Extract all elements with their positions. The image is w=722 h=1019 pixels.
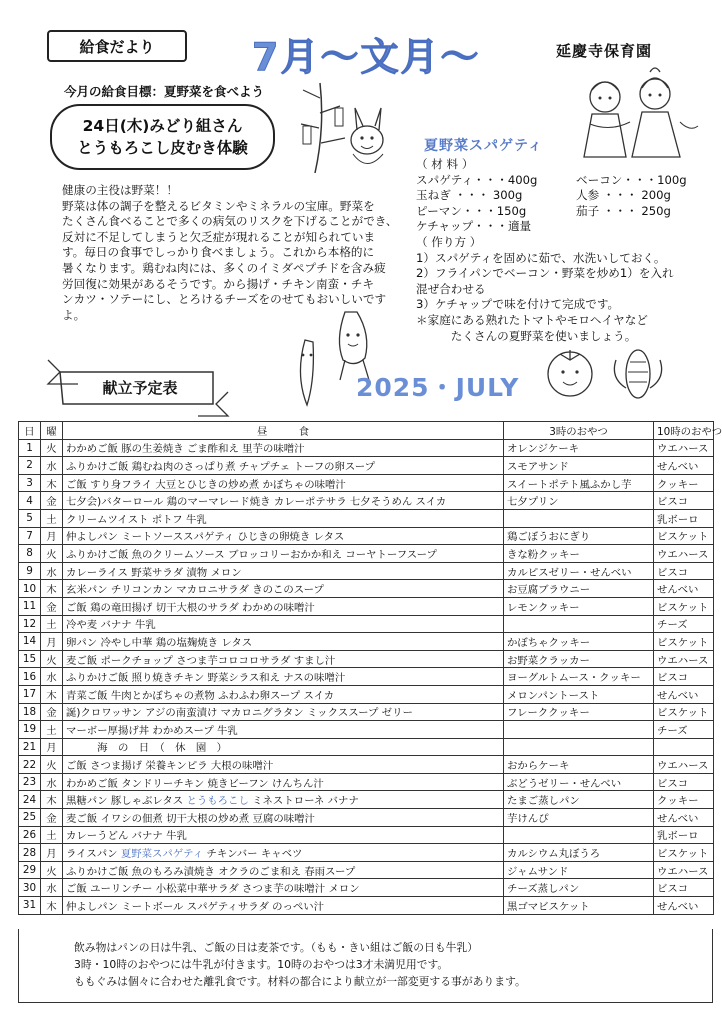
day-cell: 5 (19, 509, 41, 527)
snack3-cell (504, 615, 654, 633)
snack3-cell: オレンジケーキ (504, 439, 654, 457)
lunch-cell: 海 の 日 （ 休 園 ） (63, 738, 504, 756)
footer-notes (18, 929, 713, 1003)
event-line-2: とうもろこし皮むき体験 (77, 139, 248, 157)
lunch-cell (63, 791, 504, 809)
snack3-cell: きな粉クッキー (504, 545, 654, 563)
dow-cell: 水 (41, 773, 63, 791)
dow-cell: 木 (41, 474, 63, 492)
day-cell: 19 (19, 721, 41, 739)
dow-cell: 土 (41, 615, 63, 633)
lunch-cell: ご飯 さつま揚げ 栄養キンピラ 大根の味噌汁 (63, 756, 504, 774)
table-row (19, 650, 714, 668)
table-row (19, 439, 714, 457)
snack10-cell: せんべい (654, 809, 714, 827)
dow-cell: 木 (41, 685, 63, 703)
snack10-cell (654, 738, 714, 756)
snack10-cell: ウエハース (654, 650, 714, 668)
table-row (19, 668, 714, 686)
day-cell: 4 (19, 492, 41, 510)
day-cell: 11 (19, 597, 41, 615)
table-header-row (19, 422, 714, 440)
page-title: 7月～文月～ (252, 35, 481, 79)
header-dow: 曜 (41, 422, 63, 440)
snack10-cell: ビスケット (654, 527, 714, 545)
day-cell: 30 (19, 879, 41, 897)
snack3-cell: おからケーキ (504, 756, 654, 774)
tomato-corn-illustration (540, 342, 670, 402)
table-row (19, 826, 714, 844)
dow-cell: 月 (41, 633, 63, 651)
table-row (19, 527, 714, 545)
lunch-text: ライスパン (66, 848, 121, 861)
lunch-text: チキンバー キャベツ (203, 848, 303, 861)
school-name: 延慶寺保育園 (556, 42, 653, 60)
snack10-cell: ウエハース (654, 439, 714, 457)
day-cell: 15 (19, 650, 41, 668)
snack10-cell: チーズ (654, 615, 714, 633)
dow-cell: 金 (41, 809, 63, 827)
table-row (19, 509, 714, 527)
table-row (19, 791, 714, 809)
snack3-cell: 黒ゴマビスケット (504, 897, 654, 915)
snack10-cell: ビスケット (654, 844, 714, 862)
lunch-highlight: とうもろこし (186, 795, 249, 808)
header-snack10: 10時のおやつ (654, 422, 714, 440)
lunch-text: 黒糖パン 豚しゃぶレタス (66, 795, 187, 808)
ingredient: ベーコン・・・100g (576, 172, 687, 187)
day-cell: 8 (19, 545, 41, 563)
snack3-cell: チーズ蒸しパン (504, 879, 654, 897)
dow-cell: 土 (41, 721, 63, 739)
dow-cell: 土 (41, 826, 63, 844)
snack3-cell: フレーククッキー (504, 703, 654, 721)
ingredient: 茄子 ・・・ 250g (576, 203, 671, 218)
table-row (19, 492, 714, 510)
table-row (19, 615, 714, 633)
snack3-cell: ジャムサンド (504, 861, 654, 879)
steps-heading: （ 作り方 ） (416, 234, 482, 249)
day-cell: 2 (19, 457, 41, 475)
monthly-goal: 今月の給食目標：夏野菜を食べよう (64, 84, 265, 99)
snack3-cell (504, 826, 654, 844)
recipe-step: ＊家庭にある熟れたトマトやモロヘイヤなど (416, 312, 648, 327)
table-row (19, 879, 714, 897)
day-cell: 9 (19, 562, 41, 580)
lunch-cell: 誕)クロワッサン アジの南蛮漬け マカロニグラタン ミックススープ ゼリー (63, 703, 504, 721)
header-lunch: 昼 食 (63, 422, 504, 440)
snack3-cell (504, 738, 654, 756)
dow-cell: 月 (41, 738, 63, 756)
materials-heading: （ 材 料 ） (416, 157, 474, 171)
lunch-cell: ふりかけご飯 照り焼きチキン 野菜シラス和え ナスの味噌汁 (63, 668, 504, 686)
snack10-cell: ビスコ (654, 492, 714, 510)
event-line-1: 24日(木)みどり組さん (82, 117, 243, 135)
snack3-cell: レモンクッキー (504, 597, 654, 615)
snack10-cell: せんべい (654, 685, 714, 703)
lunch-cell: わかめご飯 豚の生姜焼き ごま酢和え 里芋の味噌汁 (63, 439, 504, 457)
snack3-cell: 鶏ごぼうおにぎり (504, 527, 654, 545)
header-day: 日 (19, 422, 41, 440)
snack3-cell: お豆腐ブラウニー (504, 580, 654, 598)
lunch-cell: 仲よしパン ミートボール スパゲティサラダ のっぺい汁 (63, 897, 504, 915)
snack3-cell (504, 509, 654, 527)
orihime-hikoboshi-illustration (570, 62, 700, 162)
recipe-step: 混ぜ合わせる (416, 281, 486, 296)
snack10-cell: せんべい (654, 580, 714, 598)
day-cell: 23 (19, 773, 41, 791)
snack3-cell (504, 721, 654, 739)
lunch-cell: ご飯 すり身フライ 大豆とひじきの炒め煮 かぼちゃの味噌汁 (63, 474, 504, 492)
day-cell: 22 (19, 756, 41, 774)
snack3-cell: カルシウム丸ぼうろ (504, 844, 654, 862)
table-row (19, 685, 714, 703)
menu-label: 献立予定表 (102, 378, 178, 397)
menu-table (18, 421, 722, 915)
snack3-cell: カルピスゼリー・せんべい (504, 562, 654, 580)
dow-cell: 金 (41, 597, 63, 615)
day-cell: 28 (19, 844, 41, 862)
dow-cell: 水 (41, 879, 63, 897)
lunch-cell: カレーライス 野菜サラダ 漬物 メロン (63, 562, 504, 580)
table-row (19, 597, 714, 615)
recipe-title: 夏野菜スパゲティ (424, 138, 543, 154)
lunch-cell: 麦ご飯 ポークチョップ さつま芋コロコロサラダ すまし汁 (63, 650, 504, 668)
day-cell: 24 (19, 791, 41, 809)
lunch-cell: マーボー厚揚げ丼 わかめスープ 牛乳 (63, 721, 504, 739)
lunch-cell: わかめご飯 タンドリーチキン 焼きビーフン けんちん汁 (63, 773, 504, 791)
snack10-cell: ウエハース (654, 861, 714, 879)
tanabata-bamboo-illustration (295, 78, 405, 178)
snack10-cell: チーズ (654, 721, 714, 739)
snack10-cell: せんべい (654, 897, 714, 915)
dow-cell: 木 (41, 897, 63, 915)
footer-line: 3時・10時のおやつには牛乳が付きます。10時のおやつは3才未満児用です。 (74, 958, 449, 971)
day-cell: 1 (19, 439, 41, 457)
recipe-block (416, 157, 716, 344)
day-cell: 3 (19, 474, 41, 492)
dow-cell: 水 (41, 562, 63, 580)
lunch-cell: ふりかけご飯 鶏むね肉のさっぱり煮 チャプチェ トーフの卵スープ (63, 457, 504, 475)
lunch-cell: 麦ご飯 イワシの佃煮 切干大根の炒め煮 豆腐の味噌汁 (63, 809, 504, 827)
dow-cell: 木 (41, 580, 63, 598)
lunch-cell: カレーうどん バナナ 牛乳 (63, 826, 504, 844)
snack3-cell: たまご蒸しパン (504, 791, 654, 809)
day-cell: 10 (19, 580, 41, 598)
table-row (19, 474, 714, 492)
table-row (19, 738, 714, 756)
footer-line: 飲み物はパンの日は牛乳、ご飯の日は麦茶です。（もも・きい組はご飯の日も牛乳） (74, 941, 479, 954)
snack10-cell: ビスコ (654, 668, 714, 686)
lunch-cell: 冷や麦 バナナ 牛乳 (63, 615, 504, 633)
snack3-cell: お野菜クラッカー (504, 650, 654, 668)
footer-line: ももぐみは個々に合わせた離乳食です。材料の都合により献立が一部変更する事があります。 (74, 975, 526, 988)
lunch-cell: 仲よしパン ミートソーススパゲティ ひじきの卵焼き レタス (63, 527, 504, 545)
dow-cell: 木 (41, 791, 63, 809)
dow-cell: 火 (41, 650, 63, 668)
ingredient: ケチャップ・・・適量 (416, 219, 532, 234)
snack10-cell: ビスコ (654, 773, 714, 791)
snack10-cell: せんべい (654, 457, 714, 475)
dow-cell: 土 (41, 509, 63, 527)
table-row (19, 897, 714, 915)
table-row (19, 773, 714, 791)
snack10-cell: クッキー (654, 791, 714, 809)
lunch-cell (63, 844, 504, 862)
table-row (19, 756, 714, 774)
day-cell: 17 (19, 685, 41, 703)
table-row (19, 457, 714, 475)
table-row (19, 562, 714, 580)
dow-cell: 水 (41, 457, 63, 475)
snack3-cell: 芋けんぴ (504, 809, 654, 827)
snack3-cell: スモアサンド (504, 457, 654, 475)
intro-text: 健康の主役は野菜！！ 野菜は体の調子を整えるビタミンやミネラルの宝庫。野菜を たくさん食べることで多くの病気のリスクを下げることができ、 反対に不足してしまうと欠乏症が現れることが知られていま す。毎日の食事でしっかり食べましょう。これから本格的に 暑くなります。鶏むね肉には、多くのイミダペプチドを含み疲 労回復に効果があるそうです。から揚げ・チキン南蛮・チキ ンカツ・ソテーにし、とろけるチーズをのせてもおいしいです よ。 (62, 183, 398, 322)
lunch-cell: 卵パン 冷やし中華 鶏の塩麹焼き レタス (63, 633, 504, 651)
snack3-cell: メロンパントースト (504, 685, 654, 703)
snack10-cell: ビスコ (654, 562, 714, 580)
dow-cell: 水 (41, 668, 63, 686)
dow-cell: 火 (41, 861, 63, 879)
snack10-cell: ビスコ (654, 879, 714, 897)
dow-cell: 金 (41, 703, 63, 721)
lunch-cell: 青菜ご飯 牛肉とかぼちゃの煮物 ふわふわ卵スープ スイカ (63, 685, 504, 703)
lunch-cell: ふりかけご飯 魚のクリームソース ブロッコリーおかか和え コーヤトーフスープ (63, 545, 504, 563)
lunch-cell: ご飯 鶏の竜田揚げ 切干大根のサラダ わかめの味噌汁 (63, 597, 504, 615)
snack10-cell: ビスケット (654, 597, 714, 615)
snack3-cell: スイートポテト風ふかし芋 (504, 474, 654, 492)
day-cell: 31 (19, 897, 41, 915)
day-cell: 29 (19, 861, 41, 879)
table-row (19, 703, 714, 721)
table-row (19, 809, 714, 827)
lunch-cell: クリームツイスト ポトフ 牛乳 (63, 509, 504, 527)
day-cell: 21 (19, 738, 41, 756)
lunch-cell: 七夕会)バターロール 鶏のマーマレード焼き カレーポテサラ 七夕そうめん スイカ (63, 492, 504, 510)
recipe-step: たくさんの夏野菜を使いましょう。 (416, 328, 637, 343)
dow-cell: 火 (41, 545, 63, 563)
ingredient: ピーマン・・・150g (416, 203, 527, 218)
snack10-cell: ビスケット (654, 633, 714, 651)
snack3-cell: ヨーグルトムース・クッキー (504, 668, 654, 686)
snack10-cell: 乳ボーロ (654, 826, 714, 844)
lunch-highlight: 夏野菜スパゲティ (120, 848, 204, 861)
snack3-cell: 七夕プリン (504, 492, 654, 510)
event-callout (50, 104, 275, 170)
menu-table-body (19, 439, 714, 914)
lunch-cell: 玄米パン チリコンカン マカロニサラダ きのこのスープ (63, 580, 504, 598)
lunch-cell: ご飯 ユーリンチー 小松菜中華サラダ さつま芋の味噌汁 メロン (63, 879, 504, 897)
recipe-step: 3）ケチャップで味を付けて完成です。 (416, 297, 620, 312)
dow-cell: 月 (41, 527, 63, 545)
ingredient: スパゲティ・・・400g (416, 172, 538, 187)
header-snack3: 3時のおやつ (504, 422, 654, 440)
dow-cell: 金 (41, 492, 63, 510)
table-row (19, 545, 714, 563)
recipe-step: 1）スパゲティを固めに茹で、水洗いしておく。 (416, 250, 666, 265)
snack10-cell: クッキー (654, 474, 714, 492)
snack10-cell: 乳ボーロ (654, 509, 714, 527)
day-cell: 12 (19, 615, 41, 633)
table-row (19, 844, 714, 862)
day-cell: 7 (19, 527, 41, 545)
dow-cell: 火 (41, 756, 63, 774)
year-title: 2025・JULY (356, 373, 520, 402)
ingredient: 人参 ・・・ 200g (576, 188, 671, 203)
snack10-cell: ビスケット (654, 703, 714, 721)
newsletter-label: 給食だより (47, 30, 187, 62)
snack3-cell: ぶどうゼリー・せんべい (504, 773, 654, 791)
day-cell: 26 (19, 826, 41, 844)
table-row (19, 721, 714, 739)
snack10-cell: ウエハース (654, 545, 714, 563)
lunch-text: ミネストローネ バナナ (248, 795, 359, 808)
table-row (19, 633, 714, 651)
recipe-step: 2）フライパンでベーコン・野菜を炒め1）を入れ (416, 266, 674, 281)
dow-cell: 月 (41, 844, 63, 862)
day-cell: 18 (19, 703, 41, 721)
table-row (19, 580, 714, 598)
snack3-cell: かぼちゃクッキー (504, 633, 654, 651)
lunch-cell: ふりかけご飯 魚のもろみ漬焼き オクラのごま和え 春雨スープ (63, 861, 504, 879)
day-cell: 16 (19, 668, 41, 686)
table-row (19, 861, 714, 879)
day-cell: 25 (19, 809, 41, 827)
dow-cell: 火 (41, 439, 63, 457)
ingredient: 玉ねぎ ・・・ 300g (416, 188, 523, 203)
day-cell: 14 (19, 633, 41, 651)
snack10-cell: ウエハース (654, 756, 714, 774)
